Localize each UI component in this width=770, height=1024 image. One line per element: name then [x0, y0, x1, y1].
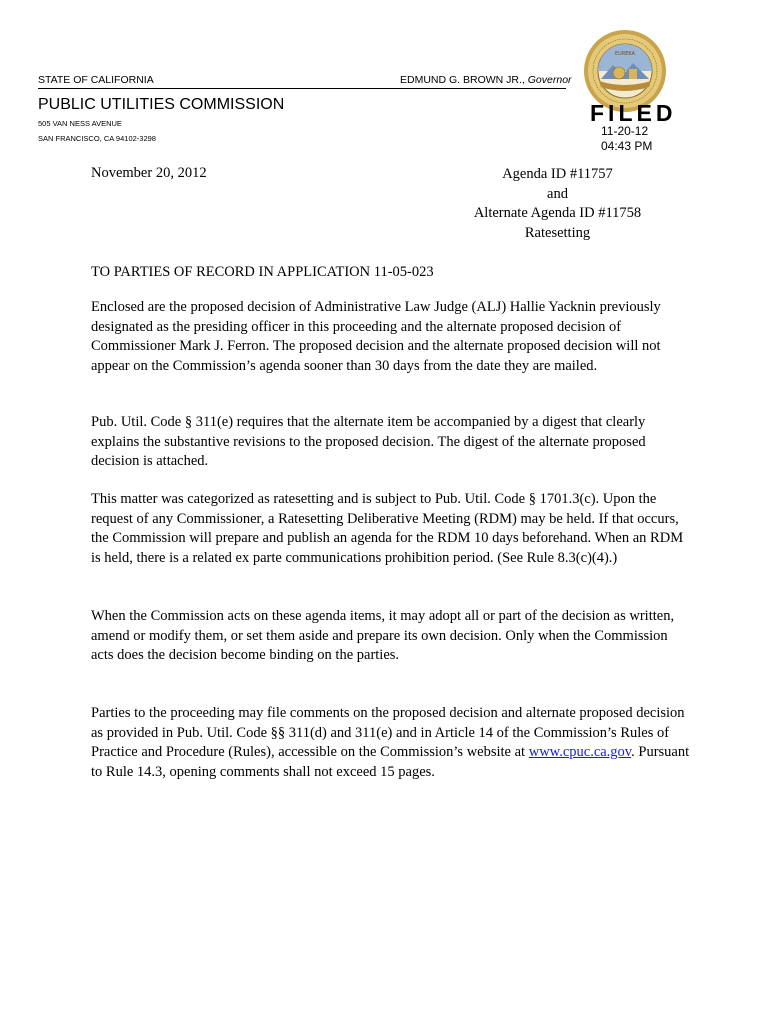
salutation: TO PARTIES OF RECORD IN APPLICATION 11-05-023: [91, 264, 434, 280]
paragraph-5-start: Parties to the proceeding may file comments on the proposed decision and alternate proposed decision as provided in Pub. Util. Code §§ 311(d) and 311(e) and in Article 14 of the Commission’s Rules of Practice and Procedure (Rules), accessible on the Commission’s website at: [91, 705, 685, 761]
address-line-1: 505 VAN NESS AVENUE: [38, 119, 122, 128]
paragraph-5-end: . Pursuant to Rule 14.3, opening comments shall not exceed 15 pages.: [91, 744, 690, 780]
paragraph-2: Pub. Util. Code § 311(e) requires that the alternate item be accompanied by a digest that clearly explains the substantive revisions to the proposed decision. The digest of the alternate proposed decision is attached.: [91, 414, 646, 470]
commission-name: PUBLIC UTILITIES COMMISSION: [38, 96, 285, 113]
svg-text:EUREKA: EUREKA: [614, 51, 636, 57]
governor-title: Governor: [527, 74, 572, 86]
paragraph-5: [91, 704, 691, 782]
agenda-category: Ratesetting: [524, 224, 591, 241]
governor-line: [400, 74, 572, 86]
address-line-2: SAN FRANCISCO, CA 94102-3298: [38, 134, 156, 143]
state-label: STATE OF CALIFORNIA: [38, 74, 154, 86]
paragraph-4: When the Commission acts on these agenda items, it may adopt all or part of the decision as written, amend or modify them, or set them aside and prepare its own decision. Only when the Commission acts does the decision become binding on the parties.: [91, 608, 675, 664]
paragraph-3: This matter was categorized as ratesetting and is subject to Pub. Util. Code § 1701.3(c). Upon the request of any Commissioner, a Ratesetting Deliberative Meeting (RDM) may be held. If that occurs, the Commission will prepare and publish an agenda for the RDM 10 days beforehand. When an RDM is held, there is a related ex parte communications prohibition period. (See Rule 8.3(c)(4).): [91, 491, 684, 566]
alternate-agenda-id: Alternate Agenda ID #11758: [473, 205, 642, 221]
cpuc-website-link[interactable]: www.cpuc.ca.gov: [528, 744, 632, 761]
paragraph-1: Enclosed are the proposed decision of Administrative Law Judge (ALJ) Hallie Yacknin previously designated as the presiding officer in this proceeding and the alternate proposed decision of Commissioner Mark J. Ferron. The proposed decision and the alternate proposed decision will not appear on the Commission’s agenda sooner than 30 days from the date they are mailed.: [91, 299, 661, 374]
filed-stamp: FILED: [590, 100, 677, 126]
filed-date: 11-20-12: [601, 124, 649, 138]
agenda-id: Agenda ID #11757: [502, 166, 613, 182]
governor-name: EDMUND G. BROWN JR.,: [400, 74, 525, 86]
agenda-and: and: [547, 185, 568, 202]
letter-date: November 20, 2012: [91, 165, 207, 181]
agenda-block: [420, 165, 695, 243]
header-rule: [38, 88, 566, 89]
filed-time: 04:43 PM: [601, 139, 653, 153]
